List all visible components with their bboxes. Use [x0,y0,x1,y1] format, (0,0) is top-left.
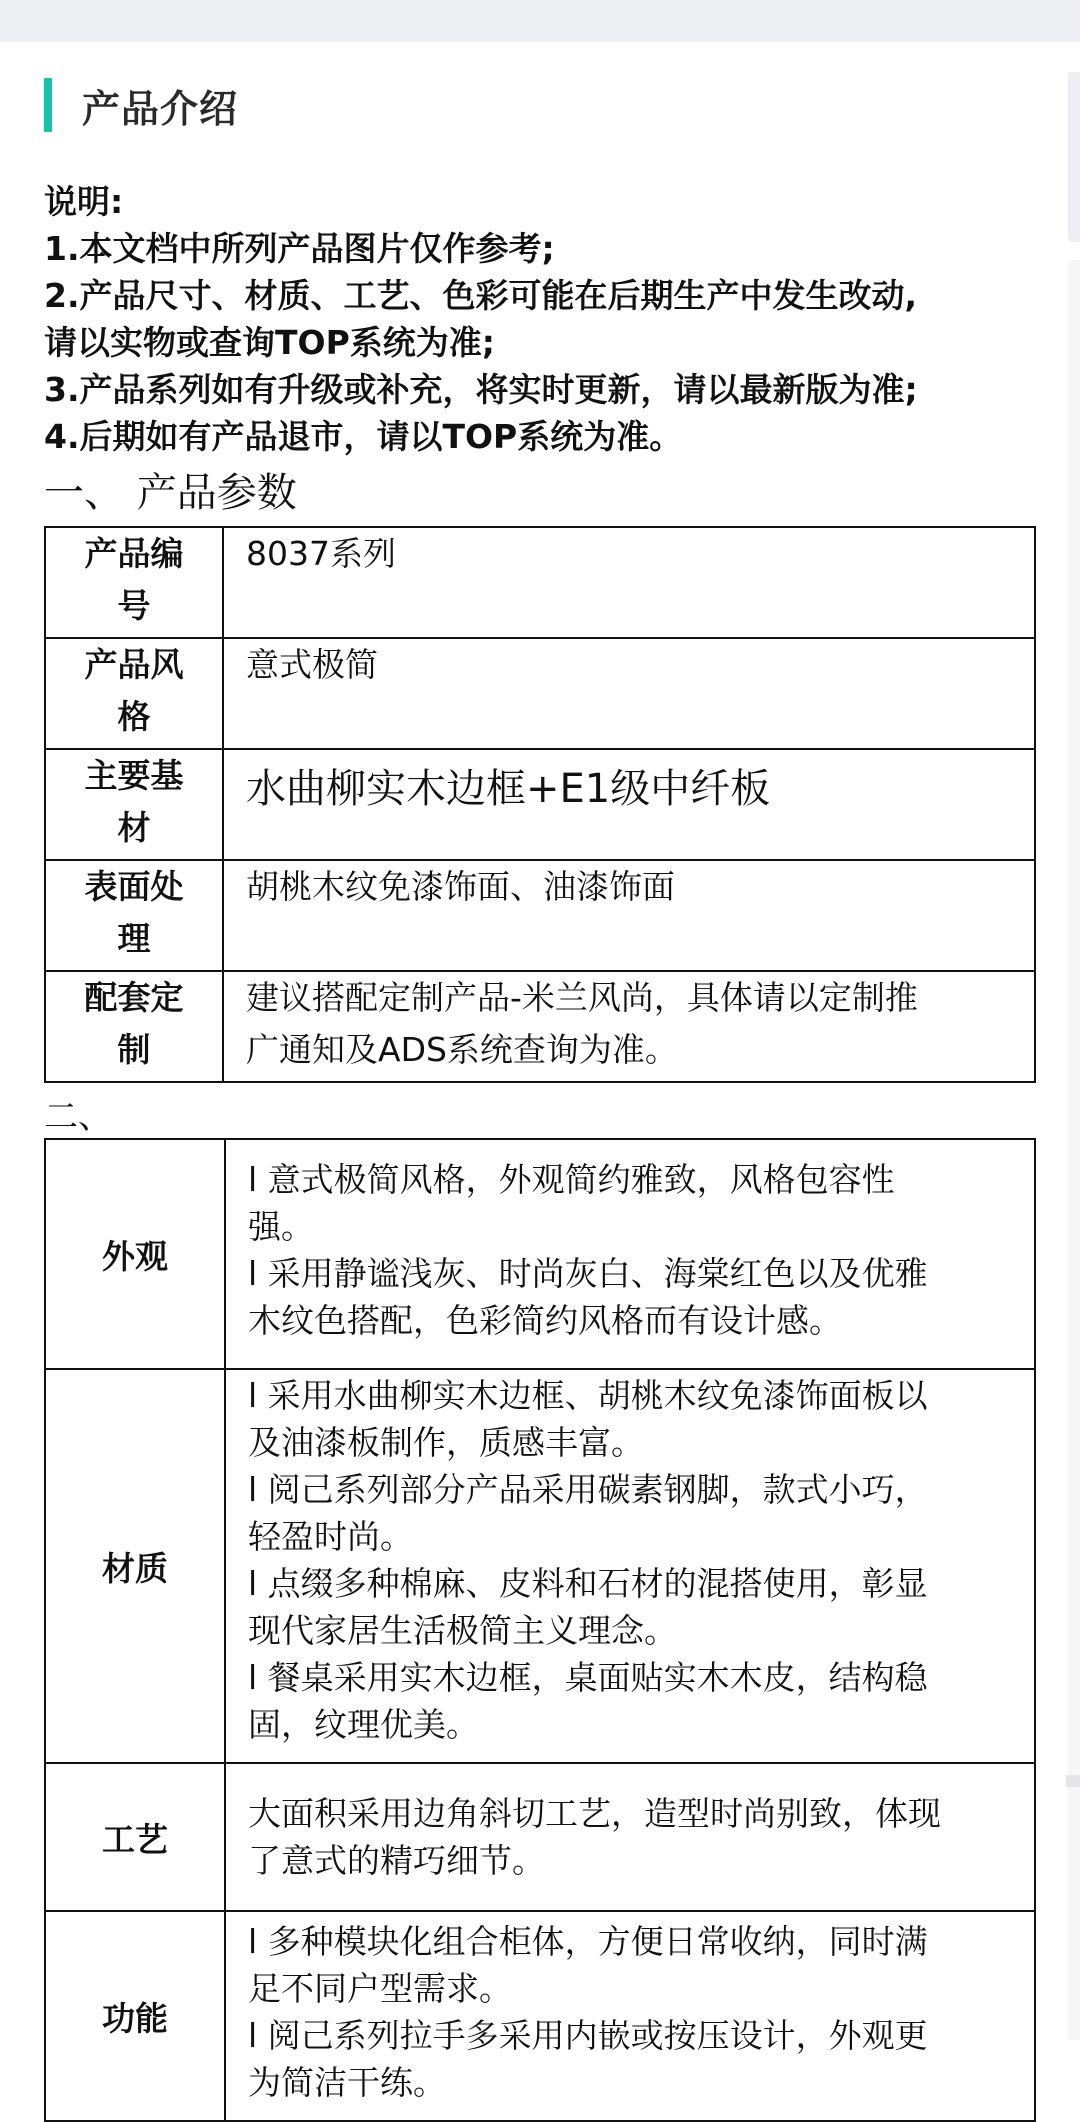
table-row [45,971,1035,1082]
notes-line: 请以实物或查询TOP系统为准; [44,323,495,362]
right-edge-strip [1068,260,1080,2040]
feature-label: 功能 [45,1911,225,2121]
feature-label: 工艺 [45,1763,225,1911]
feature-value: l 意式极简风格，外观简约雅致，风格包容性 强。 l 采用静谧浅灰、时尚灰白、海棠红色以及优雅 木纹色搭配，色彩简约风格而有设计感。 [225,1139,1035,1369]
param-value: 胡桃木纹免漆饰面、油漆饰面 [223,860,1035,971]
param-label: 配套定 制 [45,971,223,1082]
params-table [44,526,1036,1083]
notes-line: 说明: [44,182,124,221]
table-row [45,527,1035,638]
param-value: 建议搭配定制产品-米兰风尚，具体请以定制推 广通知及ADS系统查询为准。 [223,971,1035,1082]
table-row [45,1911,1035,2121]
notes-line: 2.产品尺寸、材质、工艺、色彩可能在后期生产中发生改动, [44,276,918,315]
top-band [0,0,1080,42]
notes-line: 1.本文档中所列产品图片仅作参考; [44,229,555,268]
accent-bar [44,78,52,132]
section-header [44,78,238,132]
right-edge-mark [1066,1775,1080,1787]
feature-label: 材质 [45,1369,225,1763]
params-heading: 一、 产品参数 [44,470,297,516]
notes-line: 4.后期如有产品退市，请以TOP系统为准。 [44,417,683,456]
feature-label: 外观 [45,1139,225,1369]
table-row [45,638,1035,749]
param-value: 8037系列 [223,527,1035,638]
features-heading: 二、 [44,1097,112,1137]
param-label: 产品风 格 [45,638,223,749]
features-table [44,1138,1036,2122]
table-row [45,1369,1035,1763]
param-value: 意式极简 [223,638,1035,749]
notes-line: 3.产品系列如有升级或补充，将实时更新，请以最新版为准; [44,370,918,409]
table-row [45,860,1035,971]
feature-value: l 采用水曲柳实木边框、胡桃木纹免漆饰面板以 及油漆板制作，质感丰富。 l 阅己系列部分产品采用碳素钢脚，款式小巧， 轻盈时尚。 l 点缀多种棉麻、皮料和石材的混搭使用，彰显 现代家居生活极简主义理念。 l 餐桌采用实木边框，桌面贴实木木皮，结构稳 固，纹理优美。 [225,1369,1035,1763]
feature-value: 大面积采用边角斜切工艺，造型时尚别致，体现 了意式的精巧细节。 [225,1763,1035,1911]
table-row [45,1139,1035,1369]
feature-value: l 多种模块化组合柜体，方便日常收纳，同时满 足不同户型需求。 l 阅己系列拉手多采用内嵌或按压设计，外观更 为简洁干练。 [225,1911,1035,2121]
notes-block [44,178,1054,460]
param-label: 表面处 理 [45,860,223,971]
table-row [45,1763,1035,1911]
param-label: 产品编 号 [45,527,223,638]
section-title: 产品介绍 [82,86,239,131]
param-value: 水曲柳实木边框+E1级中纤板 [223,749,1035,860]
param-label: 主要基 材 [45,749,223,860]
table-row [45,749,1035,860]
scrollbar-thumb[interactable] [1068,72,1080,242]
